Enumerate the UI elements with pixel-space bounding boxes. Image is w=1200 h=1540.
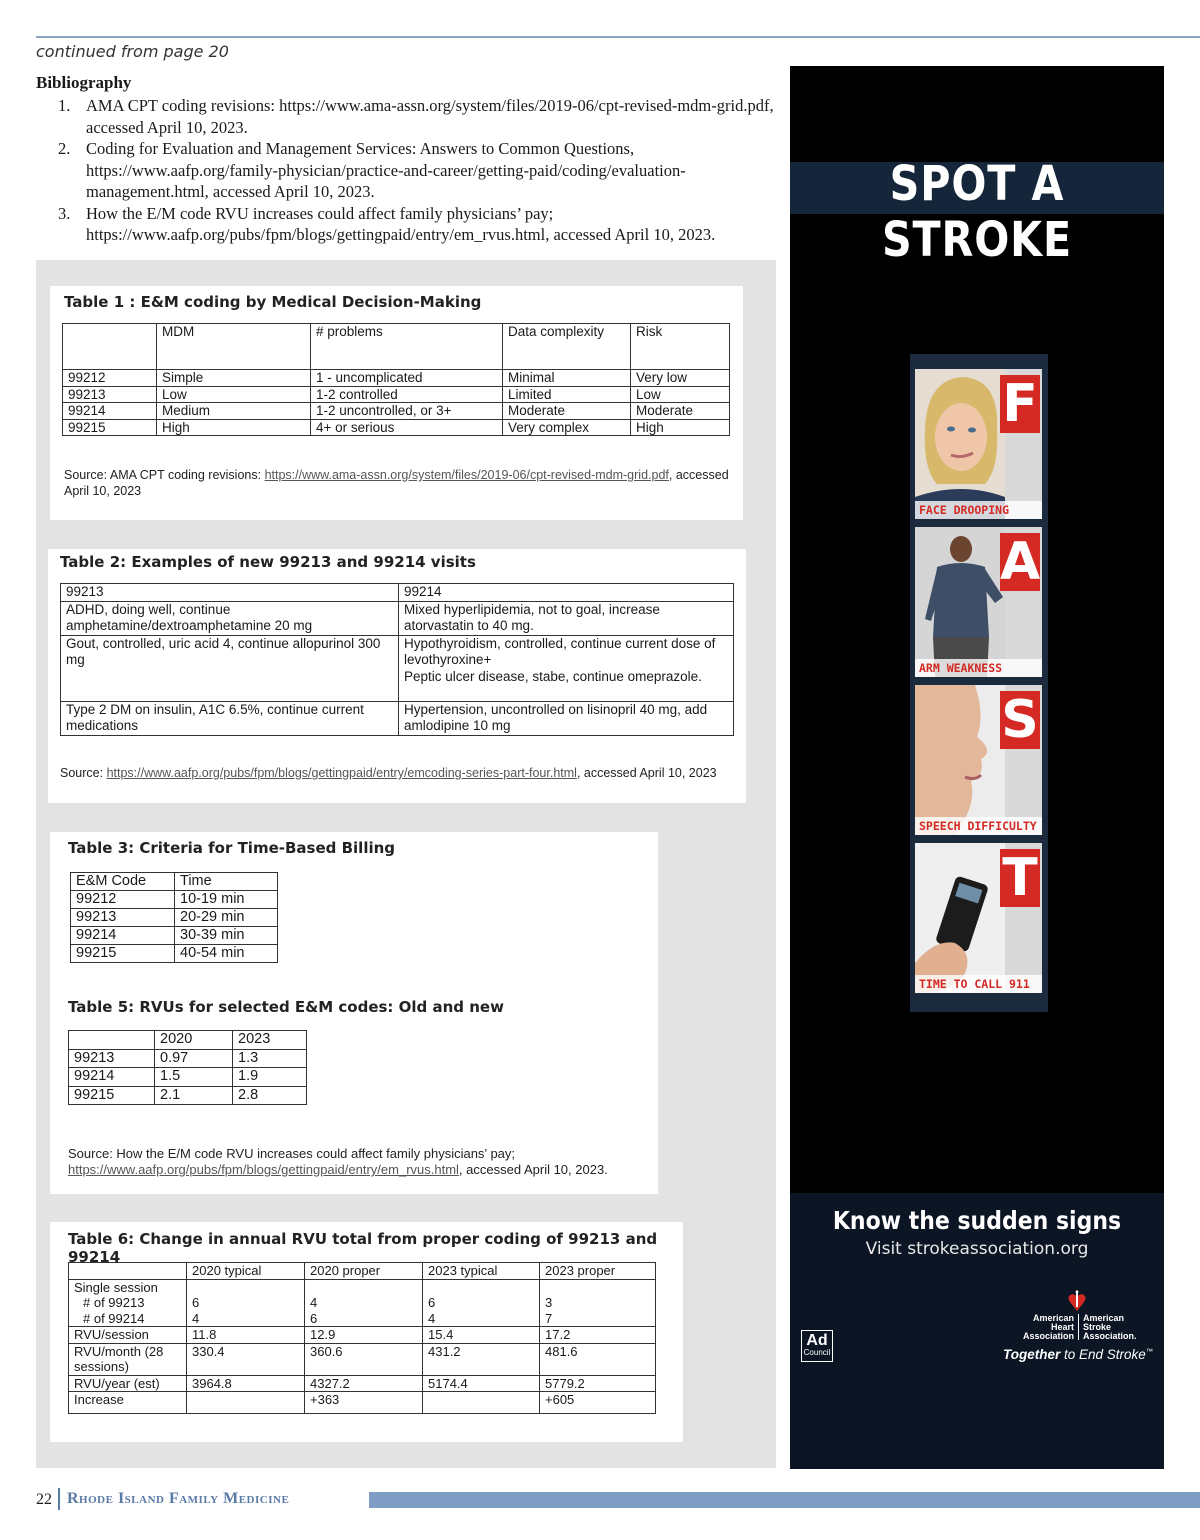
caption-speech-difficulty: SPEECH DIFFICULTY xyxy=(915,817,1042,835)
table-row: Single session xyxy=(69,1279,656,1295)
page-number: 22 xyxy=(36,1491,52,1508)
ad-tagline: Together to End Stroke™ xyxy=(1003,1347,1153,1362)
table-row: 99213 0.97 1.3 xyxy=(69,1049,307,1068)
continued-note: continued from page 20 xyxy=(36,42,229,61)
stroke-advertisement xyxy=(790,66,1164,1469)
fast-panel-arm xyxy=(915,527,1042,677)
table-row: # of 99213 6 4 6 3 xyxy=(69,1295,656,1311)
table1-source: Source: AMA CPT coding revisions: https://www.ama-assn.org/system/files/2019-06/cpt-revised-mdm-grid.pdf, accessed April 10, 2023 xyxy=(64,468,729,498)
table-row: 99214 1.5 1.9 xyxy=(69,1068,307,1087)
table5-source: Source: How the E/M code RVU increases could affect family physicians’ pay; https://www.aafp.org/pubs/fpm/blogs/gettingpaid/entry/em_rvus.html, accessed April 10, 2023. xyxy=(68,1146,608,1177)
letter-a: A xyxy=(1000,532,1041,592)
bibliography-item: 3. How the E/M code RVU increases could affect family physicians’ pay; https://www.aafp.org/pubs/fpm/blogs/gettingpaid/entry/em_rvus.html, accessed April 10, 2023. xyxy=(58,203,716,244)
table5-title: Table 5: RVUs for selected E&M codes: Old and new xyxy=(68,998,504,1016)
table-header-row: 2020 2023 xyxy=(69,1031,307,1050)
table-row: RVU/year (est) 3964.8 4327.2 5174.4 5779.2 xyxy=(69,1375,656,1392)
aha-logo xyxy=(1020,1290,1150,1340)
table-row: 99215 High 4+ or serious Very complex High xyxy=(63,419,730,436)
table1-source-link[interactable]: https://www.ama-assn.org/system/files/2019-06/cpt-revised-mdm-grid.pdf xyxy=(264,468,669,482)
table-header-row: 2020 typical 2020 proper 2023 typical 2023 proper xyxy=(69,1263,656,1280)
fast-panel-time xyxy=(915,843,1042,993)
aha-right-text: American Stroke Association. xyxy=(1083,1313,1137,1341)
aha-divider xyxy=(1078,1314,1079,1340)
table-row: 99213 Low 1-2 controlled Limited Low xyxy=(63,386,730,403)
letter-f: F xyxy=(1000,375,1040,433)
table6-title: Table 6: Change in annual RVU total from proper coding of 99213 and 99214 xyxy=(68,1230,658,1266)
table-row: # of 99214 4 6 4 7 xyxy=(69,1311,656,1327)
table-row: RVU/month (28 sessions) 330.4 360.6 431.2 481.6 xyxy=(69,1343,656,1375)
table-header-row: E&M Code Time xyxy=(71,873,278,891)
aha-left-text: American Heart Association xyxy=(1022,1313,1074,1341)
table2-title: Table 2: Examples of new 99213 and 99214 visits xyxy=(60,553,476,571)
torch-heart-icon xyxy=(1067,1290,1087,1312)
bibliography-list xyxy=(36,95,781,246)
table-header-row: 99213 99214 xyxy=(61,584,734,602)
journal-title: Rhode Island Family Medicine xyxy=(67,1490,290,1507)
table-row: RVU/session 11.8 12.9 15.4 17.2 xyxy=(69,1327,656,1344)
table-row: 99212 10-19 min xyxy=(71,891,278,909)
table-row: 99214 Medium 1-2 uncontrolled, or 3+ Moderate Moderate xyxy=(63,403,730,420)
table-row: 99214 30-39 min xyxy=(71,927,278,945)
table-row: ADHD, doing well, continue amphetamine/dextroamphetamine 20 mg Mixed hyperlipidemia, not to goal, increase atorvastatin to 40 mg. xyxy=(61,601,734,635)
caption-arm-weakness: ARM WEAKNESS xyxy=(915,659,1042,677)
letter-s: S xyxy=(1001,690,1039,750)
table1-card xyxy=(50,286,743,520)
caption-face-drooping: FACE DROOPING xyxy=(915,501,1042,519)
phone-photo-icon xyxy=(915,843,1005,993)
fast-panel-face xyxy=(915,369,1042,519)
bibliography-item: 2. Coding for Evaluation and Management Services: Answers to Common Questions, https://www.aafp.org/family-physician/practice-and-career/getting-paid/coding/evaluation-management.html, accessed April 10, 2023. xyxy=(58,139,686,201)
fast-panel-speech xyxy=(915,685,1042,835)
table-row: 99212 Simple 1 - uncomplicated Minimal Very low xyxy=(63,370,730,387)
table5-source-link[interactable]: https://www.aafp.org/pubs/fpm/blogs/gettingpaid/entry/em_rvus.html xyxy=(68,1162,459,1177)
ad-url[interactable]: Visit strokeassociation.org xyxy=(865,1239,1089,1259)
speech-photo-icon xyxy=(915,685,1005,835)
table-row: 99215 40-54 min xyxy=(71,945,278,963)
table3-title: Table 3: Criteria for Time-Based Billing xyxy=(68,839,396,857)
table-row: Increase +363 +605 xyxy=(69,1392,656,1414)
bibliography xyxy=(36,73,781,246)
table2 xyxy=(60,583,734,736)
fast-panels xyxy=(910,354,1048,1012)
table1-title: Table 1 : E&M coding by Medical Decision-Making xyxy=(64,293,482,311)
letter-t: T xyxy=(1000,849,1040,907)
table2-source: Source: https://www.aafp.org/pubs/fpm/blogs/gettingpaid/entry/emcoding-series-part-four.html, accessed April 10, 2023 xyxy=(60,766,717,780)
ad-title: SPOT A STROKE xyxy=(881,156,1073,268)
table-row: 99215 2.1 2.8 xyxy=(69,1086,307,1105)
table2-source-link[interactable]: https://www.aafp.org/pubs/fpm/blogs/gettingpaid/entry/emcoding-series-part-four.html xyxy=(106,766,577,780)
table2-card xyxy=(48,549,746,803)
table6-card xyxy=(50,1222,683,1442)
table-row: 99213 20-29 min xyxy=(71,909,278,927)
table5 xyxy=(68,1030,307,1105)
ad-headline: Know the sudden signs xyxy=(832,1206,1122,1235)
table3 xyxy=(70,872,278,963)
table-row: Type 2 DM on insulin, A1C 6.5%, continue current medications Hypertension, uncontrolled on lisinopril 40 mg, add amlodipine 10 mg xyxy=(61,701,734,735)
table1 xyxy=(62,323,730,436)
table-row: Gout, controlled, uric acid 4, continue allopurinol 300 mg Hypothyroidism, controlled, continue current dose of levothyroxine+ Peptic ulcer disease, stabe, continue omeprazole. xyxy=(61,635,734,701)
footer-bar xyxy=(369,1492,1200,1508)
ad-council-logo: Ad Council xyxy=(801,1330,833,1362)
footer-divider xyxy=(58,1488,60,1510)
table3-5-card xyxy=(50,832,658,1194)
table-header-row: MDM # problems Data complexity Risk xyxy=(63,324,730,370)
top-rule xyxy=(36,36,1200,38)
bibliography-item: 1. AMA CPT coding revisions: https://www.ama-assn.org/system/files/2019-06/cpt-revised-mdm-grid.pdf, accessed April 10, 2023. xyxy=(58,96,774,137)
arm-photo-icon xyxy=(915,527,1005,677)
face-photo-icon xyxy=(915,369,1005,519)
bibliography-heading: Bibliography xyxy=(36,73,132,92)
table6 xyxy=(68,1262,656,1414)
caption-time-to-call: TIME TO CALL 911 xyxy=(915,975,1042,993)
